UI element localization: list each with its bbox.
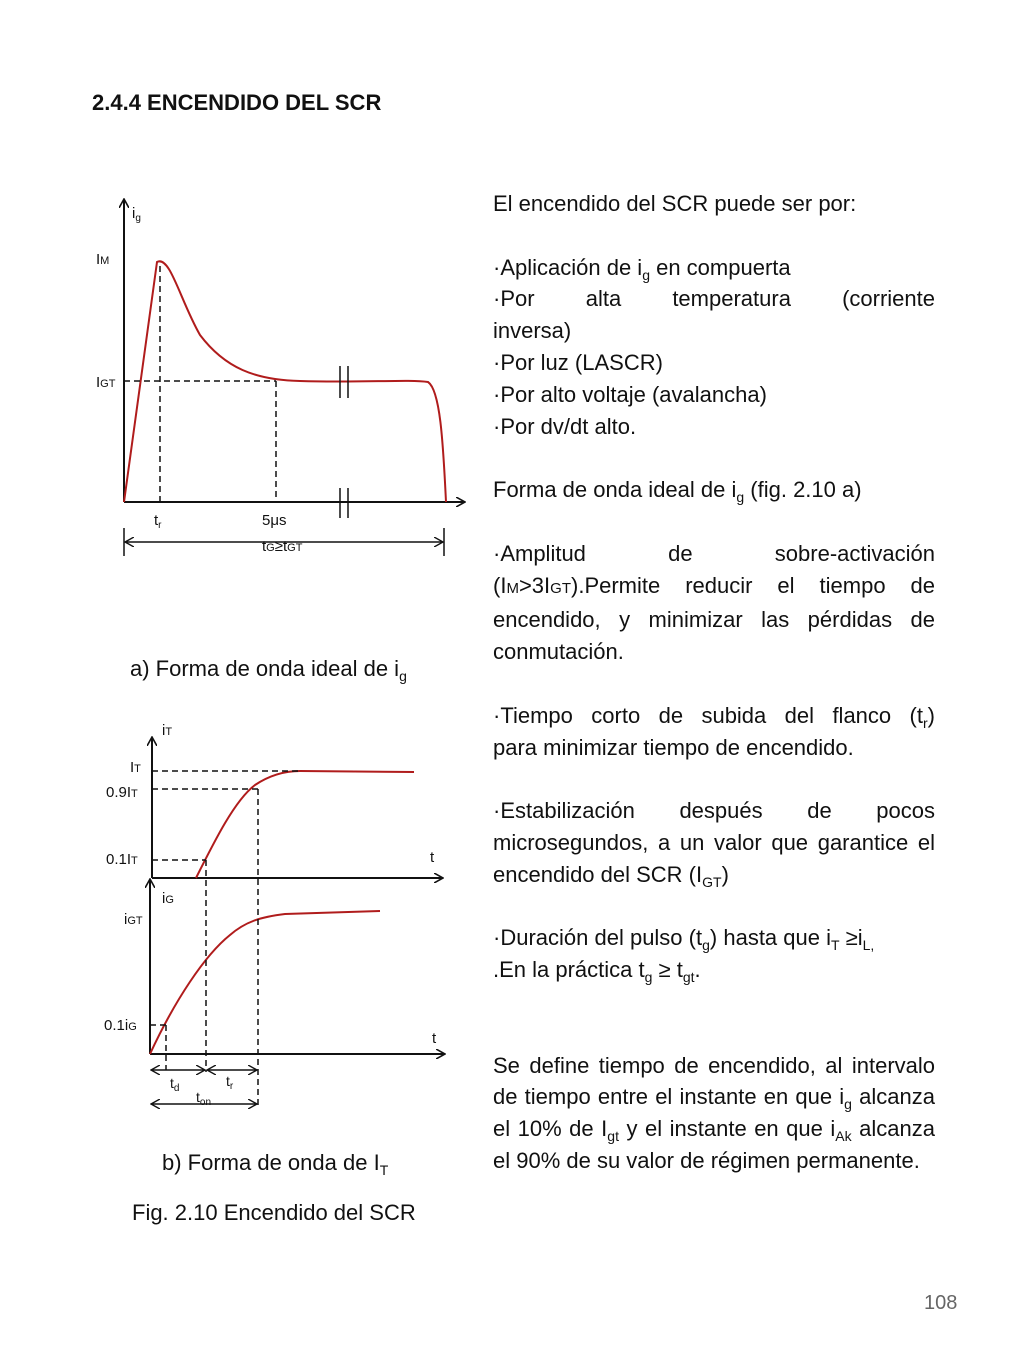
fig-a-label-ig: $i_g$ [132,205,141,224]
fig-b-label-it-axis: iT [162,722,173,739]
definition-paragraph: Se define tiempo de encendido, al intervalo de tiempo entre el instante en que $i_g$ alcanza el 10% de $I_{gt}$ y el instante en que $i_{Ak}$ alcanza el 90% de su valor de régimen permanente. [493,1052,935,1173]
figure-b-caption: b) Forma de onda de $I_T$ [162,1150,389,1178]
fig-a-label-5us: 5μs [262,512,287,529]
fig-b-label-t-bottom: t [432,1030,437,1047]
figure-b-graph [104,722,444,1108]
fig-a-ig-curve [124,261,446,502]
bullet-voltage: ·Por alto voltaje (avalancha) [493,381,767,407]
fig-b-label-t-top: t [430,849,435,866]
section-heading: 2.4.4 ENCENDIDO DEL SCR [92,90,382,115]
practice-line: .En la práctica $t_g \ge t_{gt}$. [493,957,701,986]
intro-line: El encendido del SCR puede ser por: [493,191,857,216]
amplitude-line1: ·Amplitud de sobre-activación [493,540,935,566]
fig-b-label-td: $t_d$ [170,1075,180,1094]
rise-time-line2: para minimizar tiempo de encendido. [493,734,854,760]
fig-a-label-igt: IGT [96,374,116,391]
amplitude-rest: encendido, y minimizar las pérdidas de conmutación. [493,607,935,665]
ideal-waveform-line: Forma de onda ideal de $i_g$ (fig. 2.10 a) [493,477,862,506]
bullet-temperature-line1: ·Por alta temperatura (corriente [493,286,935,312]
body-text [493,188,935,1177]
figure-a-graph [96,200,464,556]
fig-b-label-ton: $t_{on}$ [196,1089,212,1108]
bullet-dvdt: ·Por dv/dt alto. [493,413,637,439]
fig-b-label-01ig: 0.1iG [104,1017,137,1034]
fig-b-ig-curve [150,911,380,1054]
figure-caption: Fig. 2.10 Encendido del SCR [132,1200,416,1225]
fig-a-label-im: IM [96,251,110,268]
pulse-duration-line: ·Duración del pulso $(t_g)$ hasta que $i_T \ge i_{L,}$ [493,925,875,954]
fig-b-it-curve [196,771,414,878]
fig-a-label-tr: $t_r$ [154,512,162,531]
bullet-gate-current: ·Aplicación de $i_g$ en compuerta [493,254,791,283]
fig-b-label-IT: IT [130,759,141,776]
figure-a-caption: a) Forma de onda ideal de $i_g$ [130,656,407,684]
rise-time-line1: ·Tiempo corto de subida del flanco $(t_r)$ [493,702,935,731]
bullet-light: ·Por luz (LASCR) [493,349,663,375]
stabilization-paragraph: ·Estabilización después de pocos microsegundos, a un valor que garantice el encendido del SCR $(I_{GT})$ [493,798,935,890]
page-number: 108 [924,1292,958,1314]
fig-a-label-tg-cond: tG≥tGT [262,538,303,555]
amplitude-line2: (IM>3IGT).Permite reducir el tiempo de [493,572,935,598]
fig-b-label-igt: iGT [124,911,143,928]
fig-b-label-tr: $t_r$ [226,1073,234,1092]
fig-b-label-09it: 0.9IT [106,784,138,801]
bullet-temperature-line2: inversa) [493,318,572,344]
fig-b-label-ig-axis: iG [162,890,174,907]
fig-b-label-01it: 0.1IT [106,851,138,868]
